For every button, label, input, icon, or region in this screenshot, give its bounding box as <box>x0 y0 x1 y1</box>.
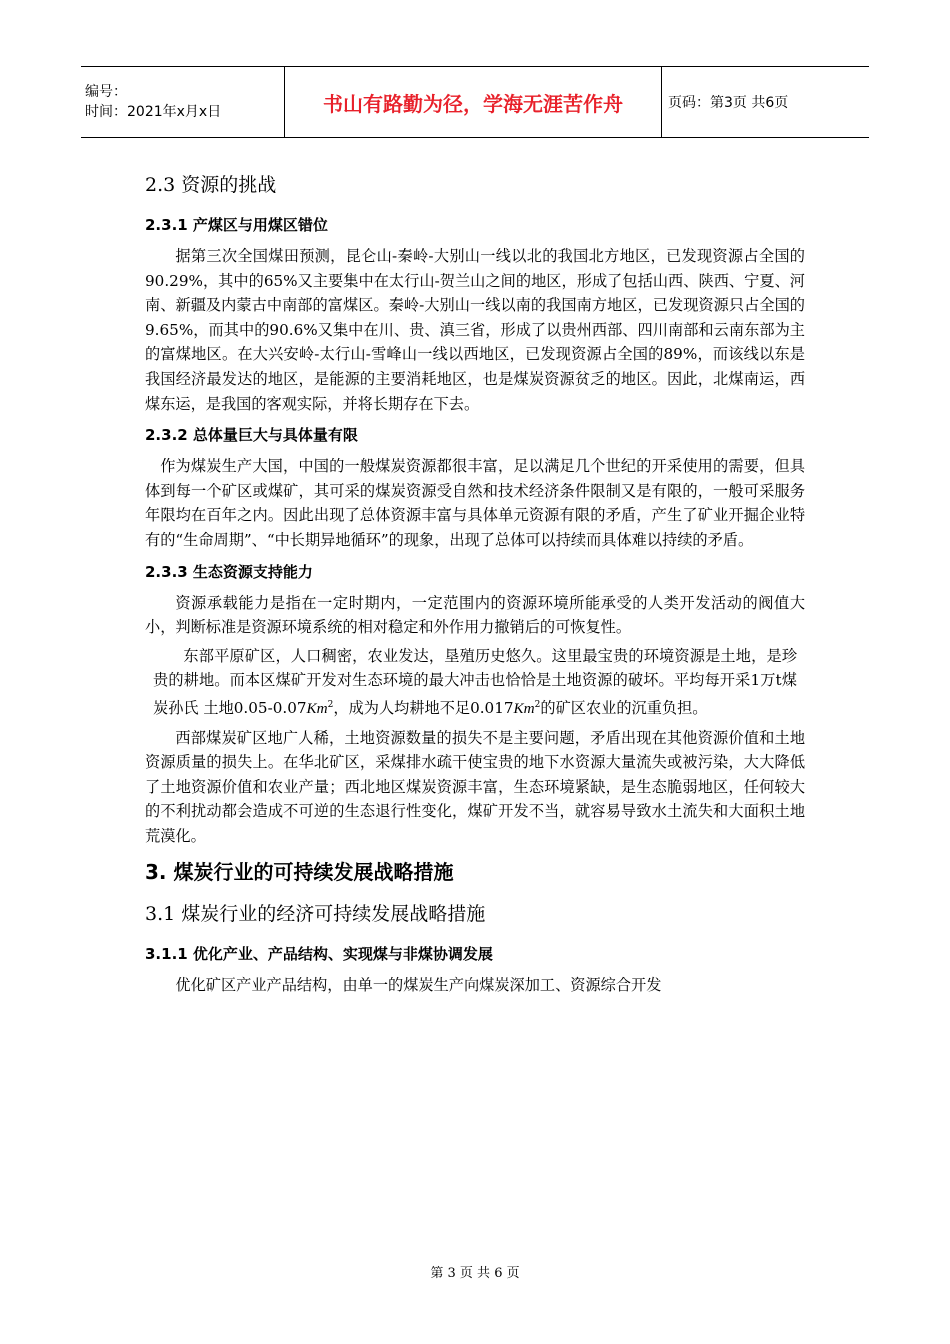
section-heading-2-3-2: 2.3.2 总体量巨大与具体量有限 <box>145 426 358 445</box>
header-motto: 书山有路勤为径，学海无涯苦作舟 <box>323 91 623 116</box>
section-heading-3-1: 3.1 煤炭行业的经济可持续发展战略措施 <box>145 902 486 925</box>
paragraph-2-3-3-b-part2: ，成为人均耕地不足0.017 <box>333 698 514 717</box>
paragraph-3-1-1: 优化矿区产业产品结构，由单一的煤炭生产向煤炭深加工、资源综合开发 <box>175 975 662 994</box>
section-heading-3: 3. 煤炭行业的可持续发展战略措施 <box>145 859 454 884</box>
document-body <box>145 166 805 1001</box>
paragraph-2-3-3-c: 西部煤炭矿区地广人稀，土地资源数量的损失不是主要问题，矛盾出现在其他资源价值和土地资源质量的损失上。在华北矿区，采煤排水疏干使宝贵的地下水资源大量流失或被污染，大大降低了土地资源价值和农业产量；西北地区煤炭资源丰富，生态环境紧缺，是生态脆弱地区，任何较大的不利扰动都会造成不可逆的生态退行性变化，煤矿开发不当，就容易导致水土流失和大面积土地荒漠化。 <box>145 728 805 845</box>
header-meta <box>81 67 285 137</box>
document-date: 时间：2021年x月x日 <box>85 104 222 120</box>
paragraph-2-3-2: 作为煤炭生产大国，中国的一般煤炭资源都很丰富，足以满足几个世纪的开采使用的需要，但具体到每一个矿区或煤矿，其可采的煤炭资源受自然和技术经济条件限制又是有限的，一般可采服务年限均在百年之内。因此出现了总体资源丰富与具体单元资源有限的矛盾，产生了矿业开掘企业特有的“生命周期”、“中长期异地循环”的现象，出现了总体可以持续而具体难以持续的矛盾。 <box>145 457 805 549</box>
header-page-info: 页码：第3页 共6页 <box>668 95 789 111</box>
header-motto-cell <box>285 67 662 137</box>
unit-km-2: Km <box>513 699 535 717</box>
paragraph-2-3-3-b-part1: 东部平原矿区，人口稠密，农业发达，垦殖历史悠久。这里最宝贵的环境资源是土地，是珍贵的耕地。而本区煤矿开发对生态环境的最大冲击也恰恰是土地资源的破坏。平均每开采1万t煤炭孙氏 土地0.05-0.07 <box>153 646 797 717</box>
section-heading-2-3: 2.3 资源的挑战 <box>145 174 277 196</box>
header-page-info-cell <box>662 67 869 137</box>
section-heading-2-3-1: 2.3.1 产煤区与用煤区错位 <box>145 216 328 234</box>
section-heading-3-1-1: 3.1.1 优化产业、产品结构、实现煤与非煤协调发展 <box>145 944 493 963</box>
section-heading-2-3-3: 2.3.3 生态资源支持能力 <box>145 562 313 581</box>
unit-km: Km <box>306 699 328 717</box>
paragraph-2-3-3-a: 资源承载能力是指在一定时期内，一定范围内的资源环境所能承受的人类开发活动的阀值大小，判断标准是资源环境系统的相对稳定和外作用力撤销后的可恢复性。 <box>145 593 805 637</box>
footer-page-number: 第 3 页 共 6 页 <box>430 1266 520 1281</box>
paragraph-2-3-3-b <box>145 644 805 722</box>
paragraph-2-3-1: 据第三次全国煤田预测，昆仑山-秦岭-大别山一线以北的我国北方地区，已发现资源占全国的90.29%，其中的65%又主要集中在太行山-贺兰山之间的地区，形成了包括山西、陕西、宁夏、河南、新疆及内蒙古中南部的富煤区。秦岭-大别山一线以南的我国南方地区，已发现资源只占全国的9.65%，而其中的90.6%又集中在川、贵、滇三省，形成了以贵州西部、四川南部和云南东部为主的富煤地区。在大兴安岭-太行山-雪峰山一线以西地区，已发现资源占全国的89%，而该线以东是我国经济最发达的地区，是能源的主要消耗地区，也是煤炭资源贫乏的地区。因此，北煤南运，西煤东运，是我国的客观实际，并将长期存在下去。 <box>145 247 805 413</box>
document-number-label: 编号： <box>85 84 127 100</box>
page-header <box>81 66 869 138</box>
page-footer <box>0 1262 950 1281</box>
paragraph-2-3-3-b-part3: 的矿区农业的沉重负担。 <box>540 698 708 717</box>
unit-exponent: 2 <box>327 699 334 710</box>
unit-exponent-2: 2 <box>534 699 541 710</box>
